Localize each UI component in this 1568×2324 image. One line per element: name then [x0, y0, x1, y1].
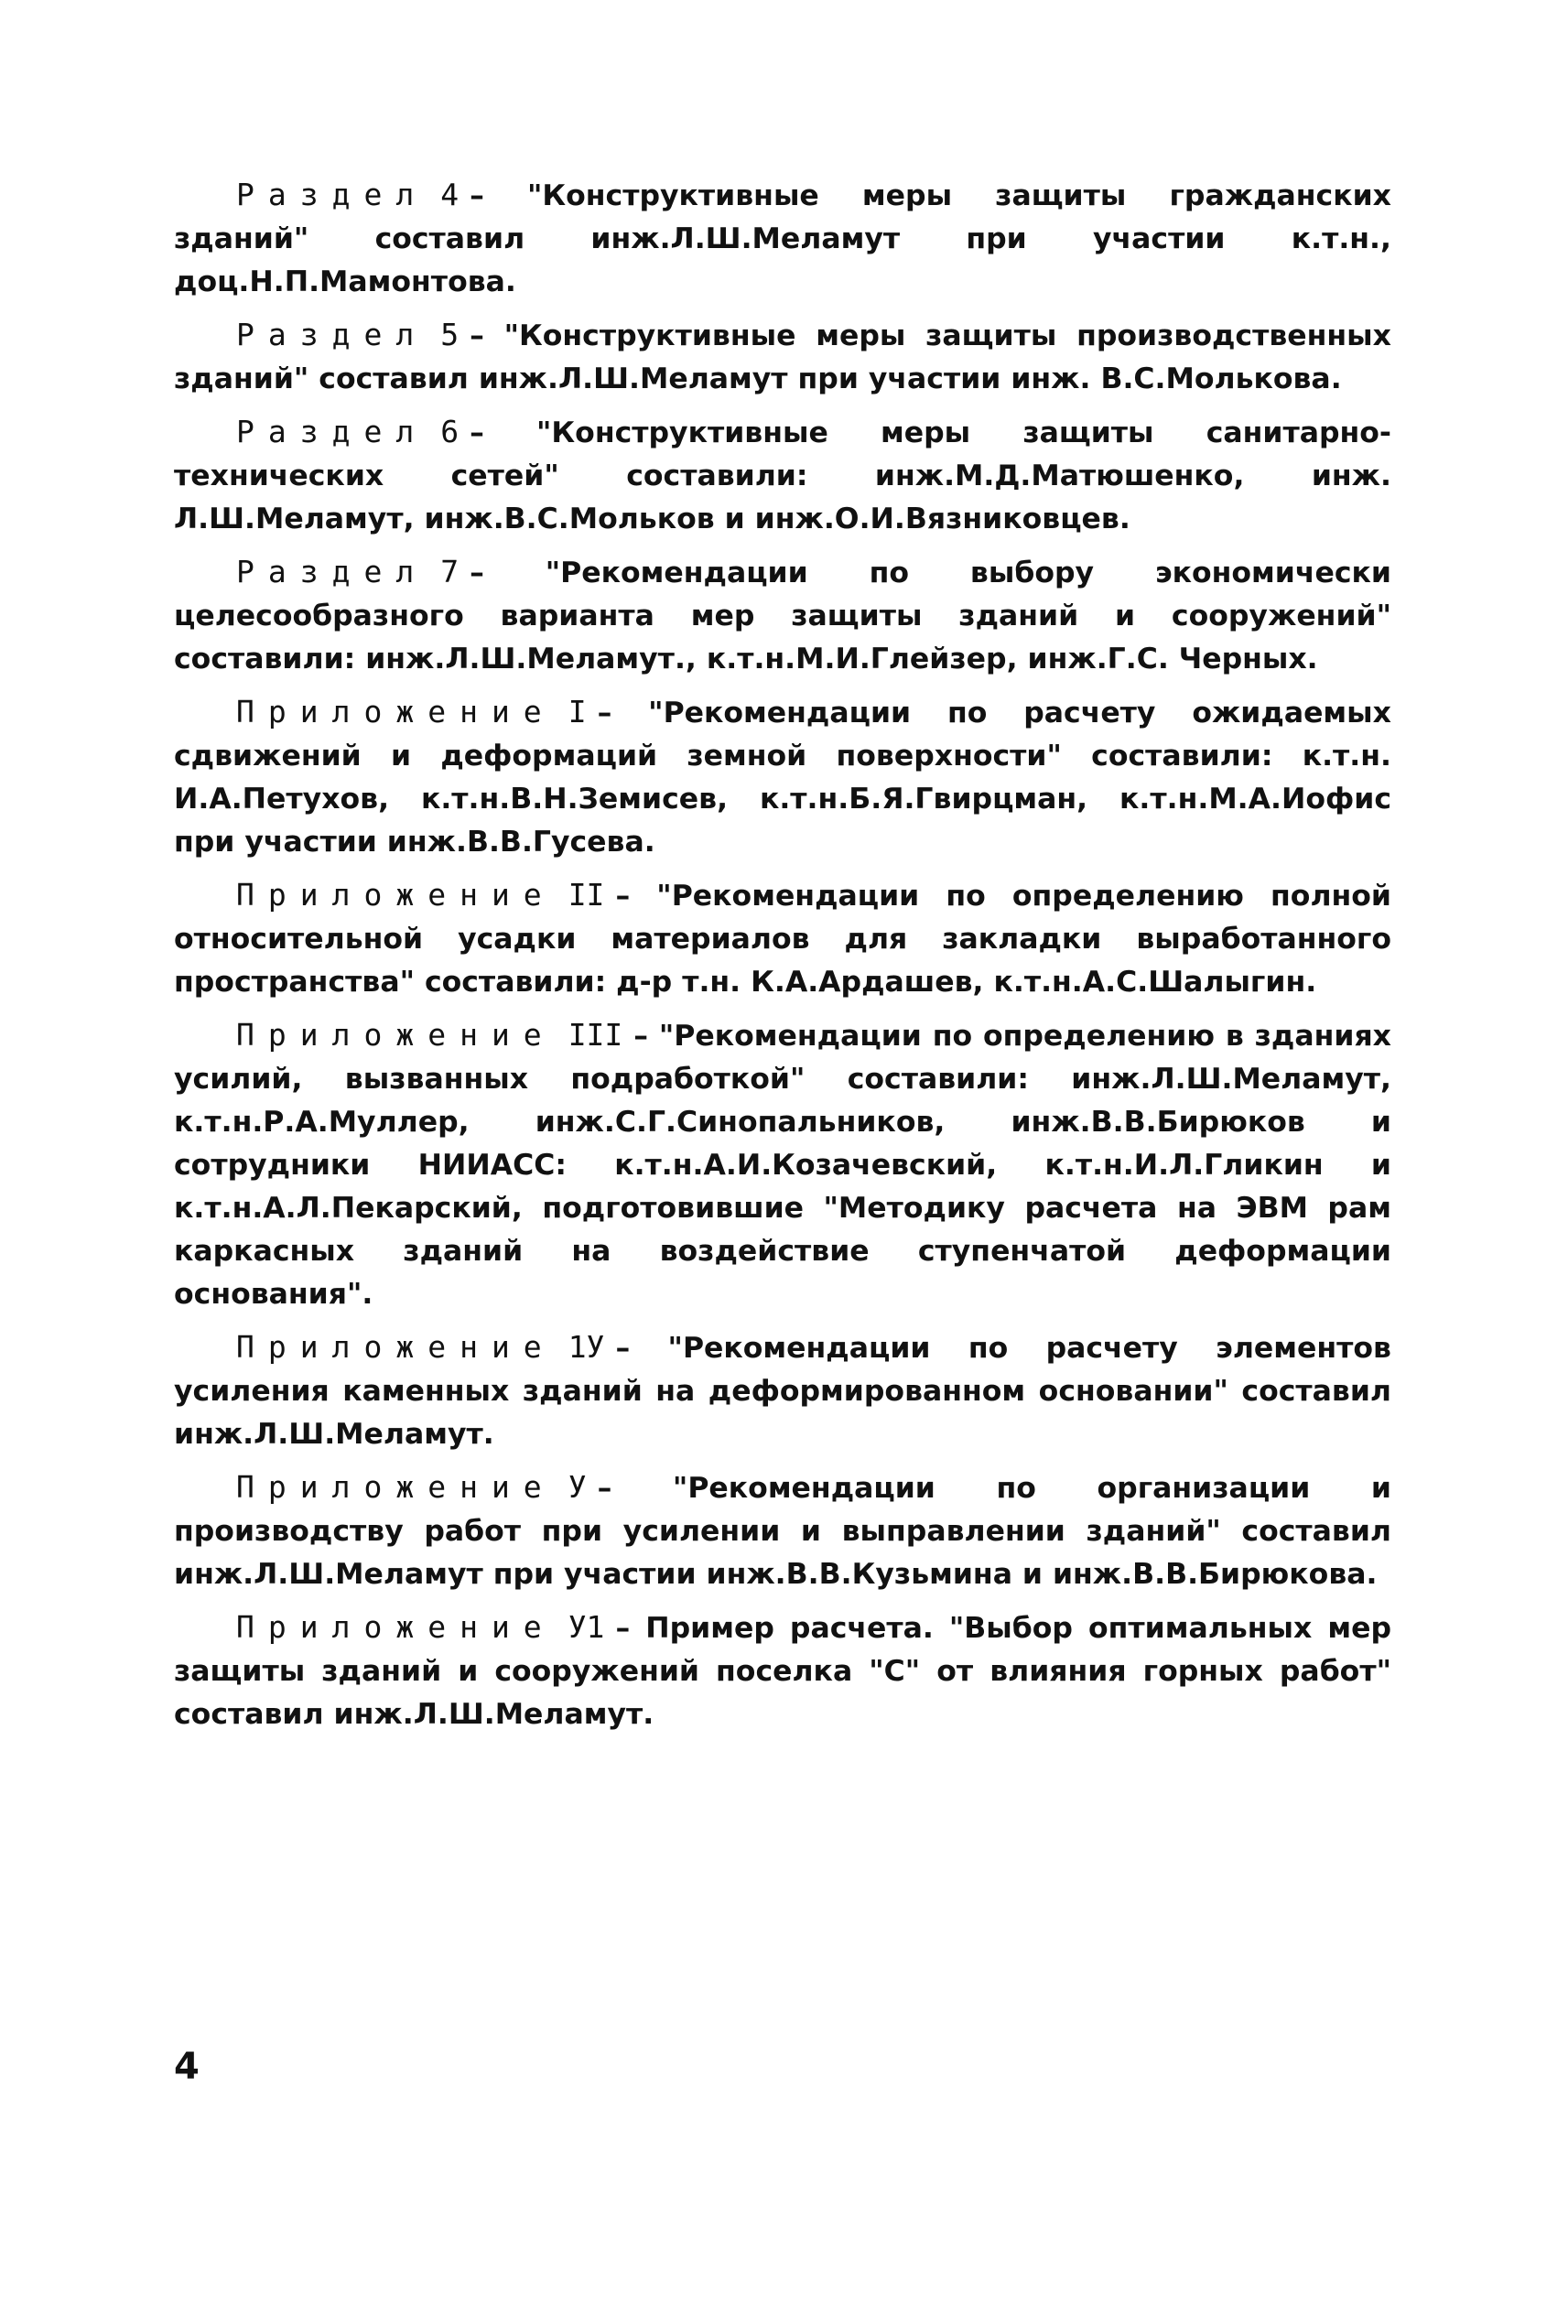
- entry-number: III: [568, 1017, 623, 1053]
- entry-razdel-6: [174, 411, 1391, 540]
- entry-text: – "Рекомендации по расчету элементов усиления каменных зданий на деформированном основании" составил инж.Л.Ш.Меламут.: [174, 1332, 1391, 1451]
- entry-text: – "Рекомендации по расчету ожидаемых сдвижений и деформаций земной поверхности" составили: к.т.н. И.А.Петухов, к.т.н.В.Н.Земисев, к.т.н.Б.Я.Гвирцман, к.т.н.М.А.Иофис при участии инж.В.В.Гусева.: [174, 697, 1391, 859]
- entry-label: Приложение: [236, 1329, 556, 1365]
- entry-number: II: [568, 877, 605, 913]
- entry-appendix-6: [174, 1606, 1391, 1735]
- entry-razdel-5: [174, 314, 1391, 400]
- entry-text: – "Конструктивные меры защиты производственных зданий" составил инж.Л.Ш.Меламут при участии инж. В.С.Молькова.: [174, 319, 1391, 395]
- entry-number: 4: [440, 177, 460, 212]
- entry-number: 5: [440, 317, 460, 352]
- entry-text: – "Рекомендации по выбору экономически целесообразного варианта мер защиты зданий и сооружений" составили: инж.Л.Ш.Меламут., к.т.н.М.И.Глейзер, инж.Г.С. Черных.: [174, 557, 1391, 676]
- entry-razdel-4: [174, 174, 1391, 303]
- entry-appendix-3: [174, 1014, 1391, 1315]
- entry-text: – "Рекомендации по организации и производству работ при усилении и выправлении зданий" составил инж.Л.Ш.Меламут при участии инж.В.В.Кузьмина и инж.В.В.Бирюкова.: [174, 1472, 1391, 1591]
- entry-number: 6: [440, 414, 460, 449]
- entry-label: Приложение: [236, 877, 556, 913]
- entry-label: Раздел: [236, 317, 428, 352]
- entry-number: I: [568, 694, 587, 730]
- entry-appendix-1: [174, 691, 1391, 863]
- entry-label: Раздел: [236, 414, 428, 449]
- entry-label: Приложение: [236, 1017, 556, 1053]
- entry-label: Приложение: [236, 1609, 556, 1645]
- entry-text: – "Рекомендации по определению полной относительной усадки материалов для закладки выработанного пространства" составили: д-р т.н. К.А.Ардашев, к.т.н.А.С.Шалыгин.: [174, 880, 1391, 999]
- entry-appendix-4: [174, 1326, 1391, 1455]
- entry-label: Приложение: [236, 694, 556, 730]
- entry-appendix-2: [174, 874, 1391, 1003]
- entry-text: – "Рекомендации по определению в зданиях усилий, вызванных подработкой" составили: инж.Л.Ш.Меламут, к.т.н.Р.А.Муллер, инж.С.Г.Синопальников, инж.В.В.Бирюков и сотрудники НИИАСС: к.т.н.А.И.Козачевский, к.т.н.И.Л.Гликин и к.т.н.А.Л.Пекарский, подготовившие "Методику расчета на ЭВМ рам каркасных зданий на воздействие ступенчатой деформации основания".: [174, 1020, 1391, 1311]
- entry-text: – "Конструктивные меры защиты гражданских зданий" составил инж.Л.Ш.Меламут при участии к.т.н., доц.Н.П.Мамонтова.: [174, 179, 1391, 298]
- entry-label: Раздел: [236, 177, 428, 212]
- entry-number: 1У: [568, 1329, 605, 1365]
- document-body: [174, 174, 1391, 1746]
- entry-label: Приложение: [236, 1469, 556, 1505]
- entry-number: У1: [568, 1609, 605, 1645]
- entry-number: 7: [440, 554, 460, 589]
- entry-text: – Пример расчета. "Выбор оптимальных мер защиты зданий и сооружений поселка "С" от влияния горных работ" составил инж.Л.Ш.Меламут.: [174, 1612, 1391, 1731]
- entry-number: У: [568, 1469, 587, 1505]
- entry-razdel-7: [174, 551, 1391, 680]
- page-number: 4: [174, 2046, 200, 2088]
- entry-appendix-5: [174, 1466, 1391, 1595]
- entry-label: Раздел: [236, 554, 428, 589]
- entry-text: – "Конструктивные меры защиты санитарно-технических сетей" составили: инж.М.Д.Матюшенко, инж. Л.Ш.Меламут, инж.В.С.Мольков и инж.О.И.Вязниковцев.: [174, 416, 1391, 535]
